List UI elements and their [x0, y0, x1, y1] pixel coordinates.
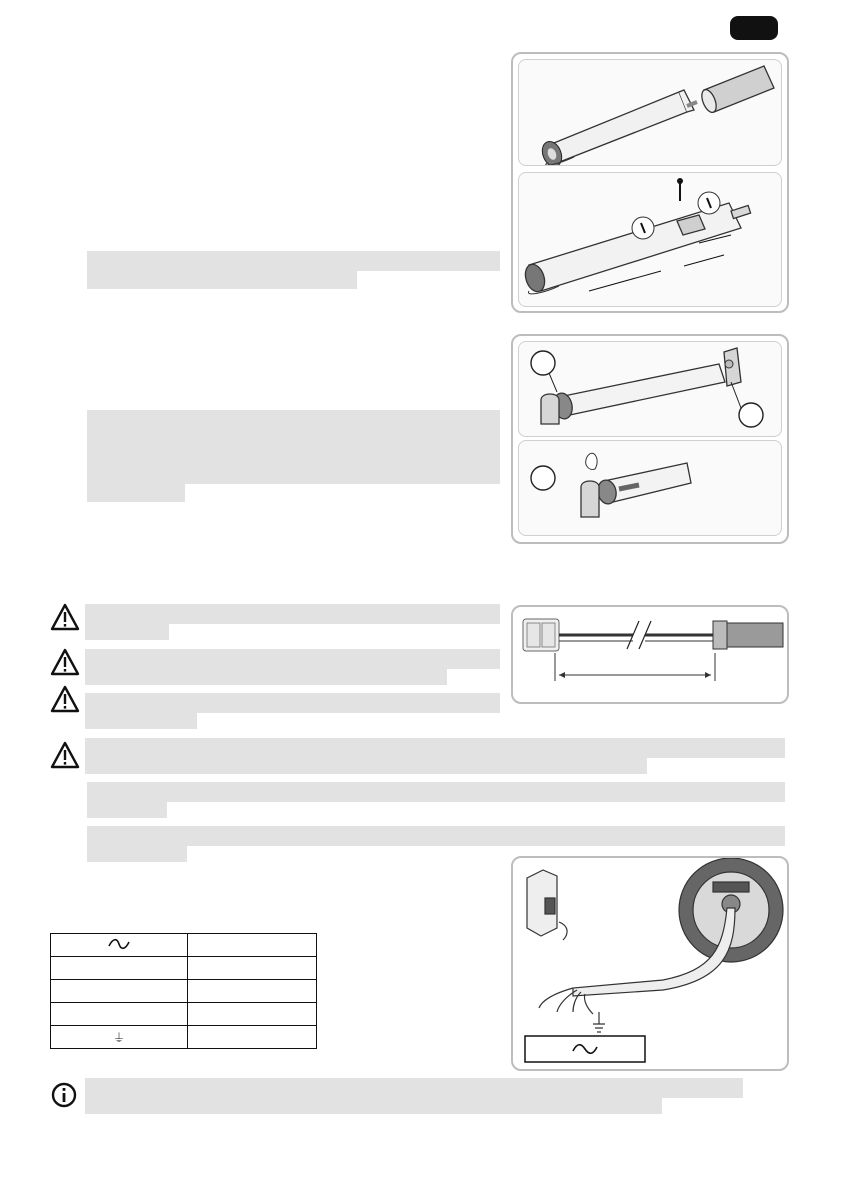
text-block-2a [87, 410, 500, 430]
connection-table [50, 933, 317, 1049]
table-row [51, 957, 317, 980]
table-row [51, 1026, 317, 1049]
warning-triangle-icon [50, 603, 80, 631]
earth-label: ⏚ [51, 1026, 188, 1049]
warning-triangle-icon [50, 741, 80, 769]
figure-motor-insert [518, 59, 782, 166]
table-row [51, 980, 317, 1003]
figure-bracket-installation [511, 334, 789, 544]
figure-bracket-bottom [518, 440, 782, 536]
text-block-3b [87, 798, 167, 818]
text-block-3a [87, 782, 785, 802]
table-header-supply [51, 934, 188, 957]
text-block-2c [87, 446, 500, 466]
figure-wiring [511, 856, 789, 1071]
text-block-2b [87, 428, 500, 448]
info-circle-icon [51, 1082, 77, 1108]
text-block-4b [87, 842, 187, 862]
table-row [51, 1003, 317, 1026]
info-text-b [85, 1094, 662, 1114]
figure-motor-assembly [511, 52, 789, 313]
text-block-1b [87, 269, 357, 289]
warning-triangle-icon [50, 685, 80, 713]
text-block-1a [87, 251, 500, 271]
text-block-2d [87, 464, 500, 484]
warning-text-2b [85, 665, 447, 685]
warning-text-4b [85, 754, 647, 774]
text-block-4a [87, 826, 785, 846]
text-block-2e [87, 482, 185, 502]
table-header-cell [188, 934, 317, 957]
ac-symbol-icon [107, 937, 131, 951]
warning-text-3b [85, 709, 197, 729]
warning-triangle-icon [50, 648, 80, 676]
figure-cable-length [511, 605, 789, 704]
figure-tube-fixing [518, 172, 782, 307]
warning-text-1b [85, 620, 169, 640]
language-badge [730, 16, 778, 40]
figure-bracket-top [518, 341, 782, 437]
